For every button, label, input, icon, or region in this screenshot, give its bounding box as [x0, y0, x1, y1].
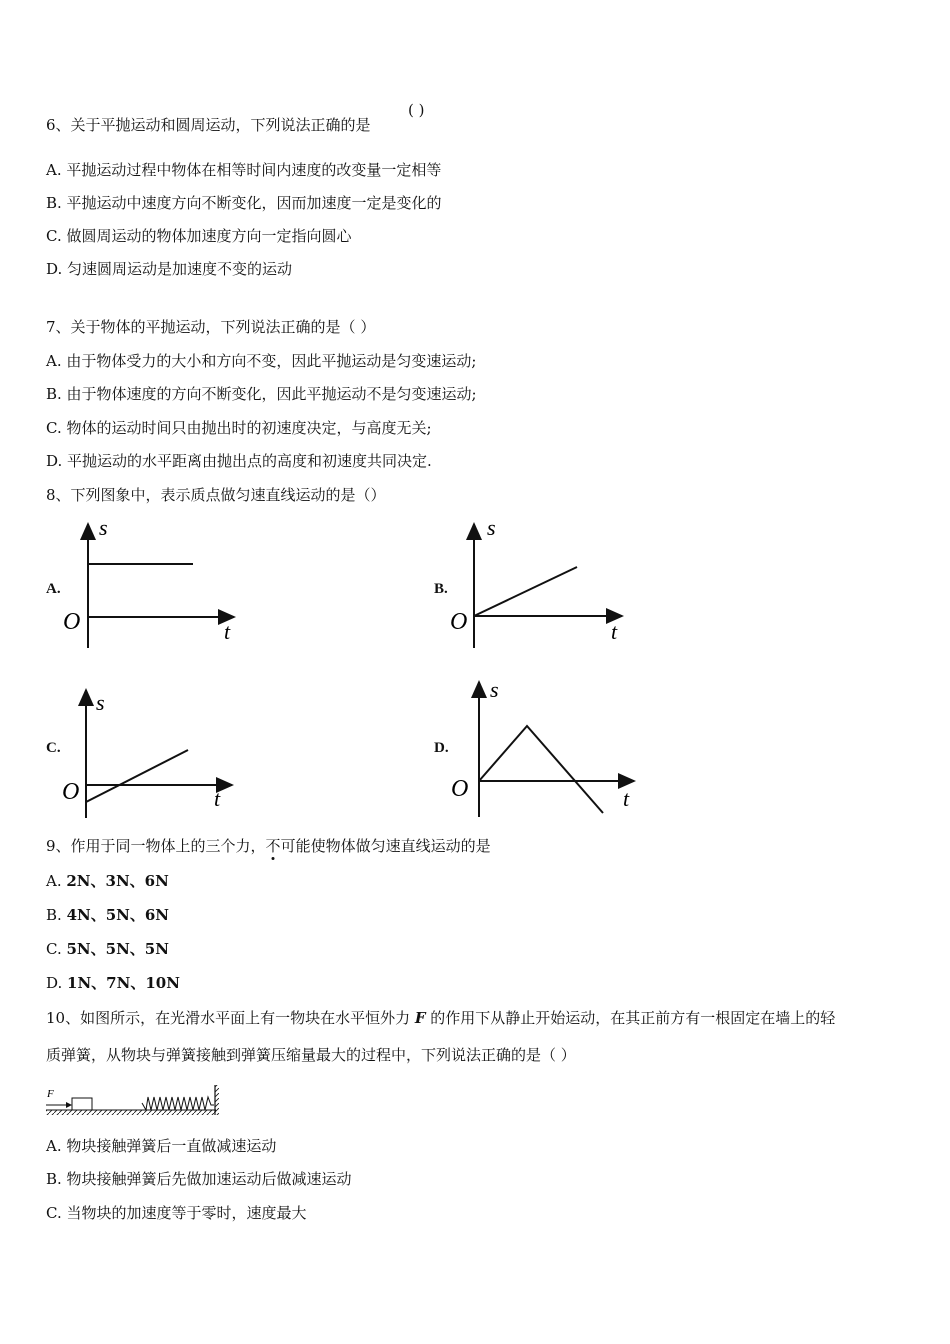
- q10-option-b: B. 物块接触弹簧后先做加速运动后做减速运动: [46, 1170, 352, 1188]
- graph-line: [479, 726, 603, 813]
- option-prefix: D.: [46, 974, 68, 992]
- x-axis-label: t: [623, 786, 630, 811]
- origin-label: O: [451, 776, 469, 802]
- q7-option-b: B. 由于物体速度的方向不断变化，因此平抛运动不是匀变速运动;: [46, 385, 477, 403]
- q6-stem: 6、关于平抛运动和圆周运动，下列说法正确的是: [46, 116, 371, 134]
- q10-stem-text: 的作用下从静止开始运动，在其正前方有一根固定在墙上的轻: [425, 1009, 836, 1027]
- spring: [142, 1097, 214, 1110]
- x-axis-label: t: [224, 619, 231, 644]
- q6-option-d: D. 匀速圆周运动是加速度不变的运动: [46, 260, 293, 278]
- q8-graph-d-label: D.: [434, 740, 449, 756]
- q6-option-c: C. 做圆周运动的物体加速度方向一定指向圆心: [46, 227, 352, 245]
- q8-graph-c-label: C.: [46, 740, 61, 756]
- q9-option-d: [46, 973, 180, 993]
- q8-graph-d: [446, 676, 646, 821]
- q6-option-a: A. 平抛运动过程中物体在相等时间内速度的改变量一定相等: [46, 161, 442, 179]
- option-value: 1N、7N、10N: [67, 974, 180, 992]
- q8-graph-b: [446, 512, 636, 652]
- y-axis-label: s: [490, 677, 499, 702]
- option-prefix: B.: [46, 906, 67, 924]
- q7-option-c: C. 物体的运动时间只由抛出时的初速度决定，与高度无关;: [46, 419, 432, 437]
- q8-graph-b-label: B.: [434, 581, 448, 597]
- q9-option-b: [46, 905, 169, 925]
- graph-line: [86, 750, 188, 802]
- force-arrowhead: [66, 1102, 72, 1108]
- q8-stem: 8、下列图象中，表示质点做匀速直线运动的是（）: [46, 486, 386, 504]
- option-prefix: C.: [46, 940, 67, 958]
- q9-stem-after: 可能使物体做匀速直线运动的是: [280, 837, 491, 855]
- q10-force-symbol: F: [414, 1009, 426, 1027]
- q7-stem: 7、关于物体的平抛运动，下列说法正确的是（ ）: [46, 318, 376, 336]
- q7-option-a: A. 由于物体受力的大小和方向不变，因此平抛运动是匀变速运动;: [46, 352, 477, 370]
- q10-spring-figure: [44, 1083, 224, 1121]
- q9-option-a: [46, 871, 169, 891]
- q8-graph-a-label: A.: [46, 581, 61, 597]
- q10-option-a: A. 物块接触弹簧后一直做减速运动: [46, 1137, 277, 1155]
- wall-hatch: [215, 1085, 219, 1115]
- q7-option-d: D. 平抛运动的水平距离由抛出点的高度和初速度共同决定.: [46, 452, 432, 470]
- q10-stem-line2: 质弹簧，从物块与弹簧接触到弹簧压缩量最大的过程中，下列说法正确的是（ ）: [46, 1046, 576, 1064]
- q8-graph-c: [58, 682, 248, 822]
- q9-stem: [46, 836, 491, 856]
- y-axis-label: s: [96, 690, 105, 715]
- option-prefix: A.: [46, 872, 67, 890]
- x-axis-label: t: [611, 619, 618, 644]
- q10-option-c: C. 当物块的加速度等于零时，速度最大: [46, 1204, 307, 1222]
- option-value: 2N、3N、6N: [66, 872, 169, 890]
- q8-graph-a: [58, 512, 248, 652]
- block: [72, 1098, 92, 1110]
- option-value: 5N、5N、5N: [66, 940, 169, 958]
- y-axis-label: s: [487, 515, 496, 540]
- graph-line: [474, 567, 577, 616]
- q9-stem-emphasis: 不: [265, 837, 281, 855]
- origin-label: O: [62, 779, 80, 805]
- origin-label: O: [450, 609, 468, 635]
- q6-option-b: B. 平抛运动中速度方向不断变化，因而加速度一定是变化的: [46, 194, 442, 212]
- option-value: 4N、5N、6N: [66, 906, 170, 924]
- q10-stem-text: 10、如图所示，在光滑水平面上有一物块在水平恒外力: [46, 1009, 415, 1027]
- q10-stem-line1: [46, 1008, 835, 1028]
- x-axis-label: t: [214, 786, 221, 811]
- q9-option-c: [46, 939, 169, 959]
- ground-hatch: [46, 1110, 216, 1115]
- q6-answer-paren: ( ): [408, 101, 425, 119]
- y-axis-label: s: [99, 515, 108, 540]
- q9-stem-before: 9、作用于同一物体上的三个力，: [46, 837, 266, 855]
- force-label: F: [47, 1088, 54, 1100]
- origin-label: O: [63, 609, 81, 635]
